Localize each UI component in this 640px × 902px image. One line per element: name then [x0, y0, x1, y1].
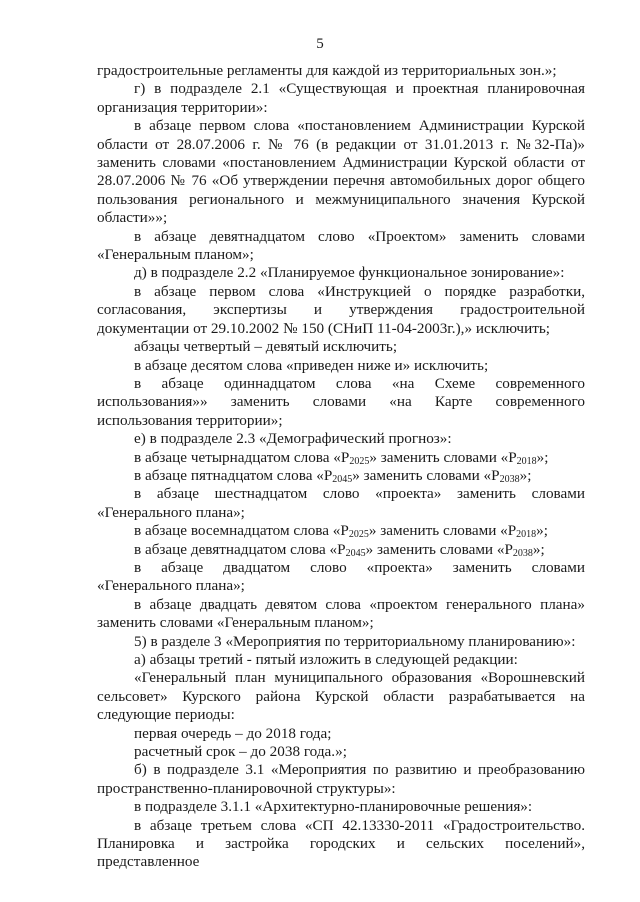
paragraph-text: Р	[340, 522, 349, 540]
subscript-year: 2025	[349, 455, 370, 467]
paragraph: «Генеральный план муниципального образования «Ворошневский сельсовет» Курского района Курской области разрабатывается на следующие периоды:	[97, 669, 585, 724]
paragraph: в абзаце первом слова «постановлением Администрации Курской области от 28.07.2006 г. № 76 (в редакции от 31.01.2013 г. №32-Па)» заменить словами «постановлением Администрации Курской области от 28.07.2006 № 76 «Об утверждении перечня автомобильных дорог общего пользования регионального и межмуниципального значения Курской области»»;	[97, 117, 585, 227]
paragraph: в абзаце двадцатом слово «проекта» заменить словами «Генерального плана»;	[97, 558, 585, 595]
paragraph-text: » заменить словами «	[369, 448, 509, 466]
paragraph: а) абзацы третий - пятый изложить в следующей редакции:	[134, 651, 518, 668]
paragraph-text: Р	[337, 540, 346, 558]
paragraph: г) в подразделе 2.1 «Существующая и проектная планировочная организация территории»:	[97, 80, 585, 116]
paragraph-text: Р	[323, 466, 333, 484]
subscript-year: 2045	[332, 473, 353, 485]
subscript-year: 2018	[516, 455, 537, 467]
subscript-year: 2025	[348, 529, 369, 541]
document-body	[97, 62, 585, 872]
paragraph: б) в подразделе 3.1 «Мероприятия по развитию и преобразованию пространственно-планировочной структуры»:	[97, 761, 585, 797]
subscript-year: 2038	[512, 547, 533, 559]
paragraph: в абзаце первом слова «Инструкцией о порядке разработки, согласования, экспертизы и утверждения градостроительной документации от 29.10.2002 № 150 (СНиП 11-04-2003г.),» исключить;	[97, 282, 585, 337]
paragraph: в подразделе 3.1.1 «Архитектурно-планировочные решения»:	[134, 798, 533, 816]
paragraph: е) в подразделе 2.3 «Демографический прогноз»:	[134, 430, 452, 448]
paragraph-text: Р	[508, 448, 517, 466]
paragraph-text: Р	[340, 448, 350, 466]
paragraph-text: в абзаце четырнадцатом слова «	[134, 448, 341, 466]
subscript-year: 2038	[499, 473, 520, 485]
paragraph: в абзаце десятом слова «приведен ниже и» исключить;	[134, 356, 489, 374]
paragraph-text: в абзаце восемнадцатом слова «	[134, 522, 341, 540]
paragraph-text: Р	[491, 466, 500, 484]
paragraph: в абзаце одиннадцатом слова «на Схеме современного использования»» заменить словами «на Карте современного использования территории»;	[97, 374, 585, 429]
paragraph-text: Р	[504, 540, 513, 558]
paragraph	[97, 467, 585, 485]
page-number: 5	[316, 36, 324, 52]
paragraph-text: »;	[536, 448, 549, 466]
paragraph: абзацы четвертый – девятый исключить;	[134, 338, 398, 356]
paragraph: градостроительные регламенты для каждой из территориальных зон.»;	[97, 62, 557, 79]
paragraph-text: »;	[536, 522, 548, 540]
paragraph: в абзаце девятнадцатом слово «Проектом» заменить словами «Генеральным планом»;	[97, 227, 585, 264]
paragraph-text: » заменить словами «	[352, 466, 492, 484]
paragraph-text: »;	[519, 466, 532, 484]
subscript-year: 2018	[516, 529, 537, 541]
paragraph: первая очередь – до 2018 года;	[134, 724, 332, 742]
paragraph	[97, 449, 585, 467]
paragraph-text: в абзаце девятнадцатом слова «	[134, 540, 338, 558]
paragraph-text: » заменить словами «	[368, 522, 508, 540]
paragraph: в абзаце третьем слова «СП 42.13330-2011 «Градостроительство. Планировка и застройка городских и сельских поселений», представленное	[97, 816, 585, 871]
paragraph: в абзаце шестнадцатом слово «проекта» заменить словами «Генерального плана»;	[97, 485, 585, 521]
paragraph	[97, 541, 585, 559]
paragraph-text: в абзаце пятнадцатом слова «	[134, 466, 324, 484]
subscript-year: 2045	[345, 547, 366, 559]
paragraph-text: »;	[532, 540, 545, 558]
paragraph	[97, 522, 585, 540]
paragraph: д) в подразделе 2.2 «Планируемое функциональное зонирование»:	[134, 264, 565, 282]
paragraph-text: » заменить словами «	[365, 540, 505, 558]
paragraph: в абзаце двадцать девятом слова «проектом генерального плана» заменить словами «Генеральным планом»;	[97, 595, 585, 632]
paragraph: 5) в разделе 3 «Мероприятия по территориальному планированию»:	[134, 632, 576, 650]
paragraph: расчетный срок – до 2038 года.»;	[134, 743, 347, 761]
paragraph-text: Р	[507, 522, 517, 540]
